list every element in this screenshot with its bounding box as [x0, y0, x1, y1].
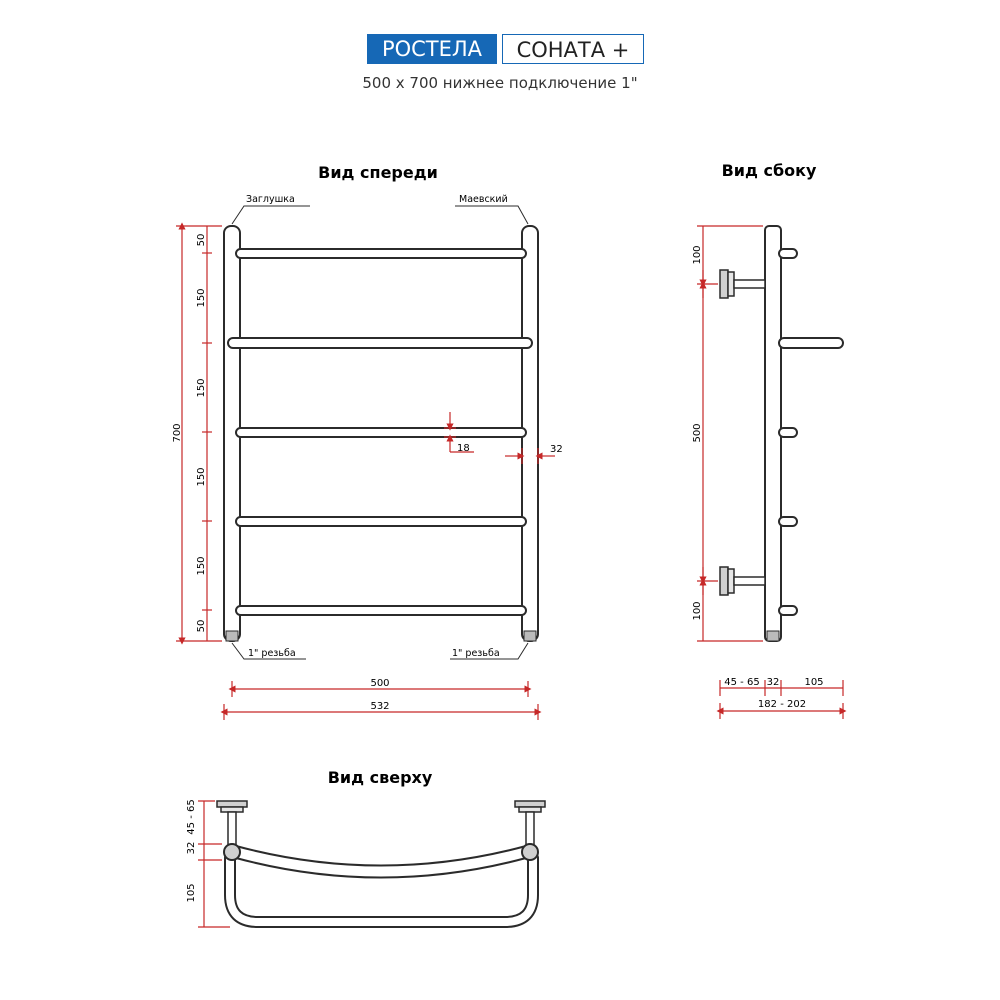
side-view — [692, 161, 843, 719]
side-dim-wall-gap: 45 - 65 — [724, 677, 760, 688]
side-wall-plate-bottom — [720, 567, 728, 595]
rung-3 — [236, 428, 526, 437]
top-dim-depth: 105 — [186, 883, 197, 903]
side-bracket-top — [734, 280, 765, 288]
subtitle: 500 x 700 нижнее подключение 1" — [362, 74, 638, 92]
side-thread — [767, 631, 779, 641]
dim-width-centers: 500 — [370, 678, 390, 689]
model-label: СОНАТА + — [502, 34, 644, 64]
side-stub-4 — [779, 517, 797, 526]
rung-4 — [236, 517, 526, 526]
rung-2 — [228, 338, 532, 348]
top-view — [186, 768, 545, 927]
side-view-title: Вид сбоку — [721, 161, 817, 180]
front-view — [172, 163, 563, 720]
top-wall-plate-right — [515, 801, 545, 807]
left-thread — [226, 631, 238, 641]
brand-label: РОСТЕЛА — [367, 34, 497, 64]
mayevsky-callout: Маевский — [459, 194, 508, 205]
top-dim-pipe: 32 — [186, 841, 197, 855]
dim-seg-2: 150 — [196, 378, 207, 398]
side-wall-plate-top — [720, 270, 728, 298]
side-stub-5 — [779, 606, 797, 615]
dim-seg-bottom: 50 — [196, 619, 207, 633]
top-wall-plate-left — [217, 801, 247, 807]
side-stub-1 — [779, 249, 797, 258]
side-dim-top: 100 — [692, 245, 703, 265]
rung-5 — [236, 606, 526, 615]
right-thread — [524, 631, 536, 641]
top-curved-rung — [236, 846, 526, 878]
rung-1 — [236, 249, 526, 258]
dim-seg-1: 150 — [196, 288, 207, 308]
plug-callout: Заглушка — [246, 194, 295, 205]
dim-width-total: 532 — [370, 701, 390, 712]
side-dim-depth: 105 — [804, 677, 824, 688]
side-stub-3 — [779, 428, 797, 437]
top-pipe-left — [224, 844, 240, 860]
dim-seg-4: 150 — [196, 556, 207, 576]
side-dim-total-depth: 182 - 202 — [757, 699, 807, 710]
side-bracket-bottom — [734, 577, 765, 585]
thread-left-callout: 1" резьба — [248, 648, 296, 659]
dim-bar-diam: 18 — [457, 443, 470, 454]
front-view-title: Вид спереди — [318, 163, 438, 182]
side-dim-middle: 500 — [692, 423, 703, 443]
dim-total-height: 700 — [172, 423, 183, 443]
top-bracket-left — [228, 812, 236, 846]
dim-pipe-diam: 32 — [550, 444, 563, 455]
thread-right-callout: 1" резьба — [452, 648, 500, 659]
side-dim-bottom: 100 — [692, 601, 703, 621]
side-dim-pipe: 32 — [766, 677, 780, 688]
dim-seg-top: 50 — [196, 233, 207, 247]
top-view-title: Вид сверху — [327, 768, 433, 787]
top-dim-wall-gap: 45 - 65 — [186, 799, 197, 835]
top-bracket-right — [526, 812, 534, 846]
top-pipe-right — [522, 844, 538, 860]
side-rung-long — [779, 338, 843, 348]
dim-seg-3: 150 — [196, 467, 207, 487]
